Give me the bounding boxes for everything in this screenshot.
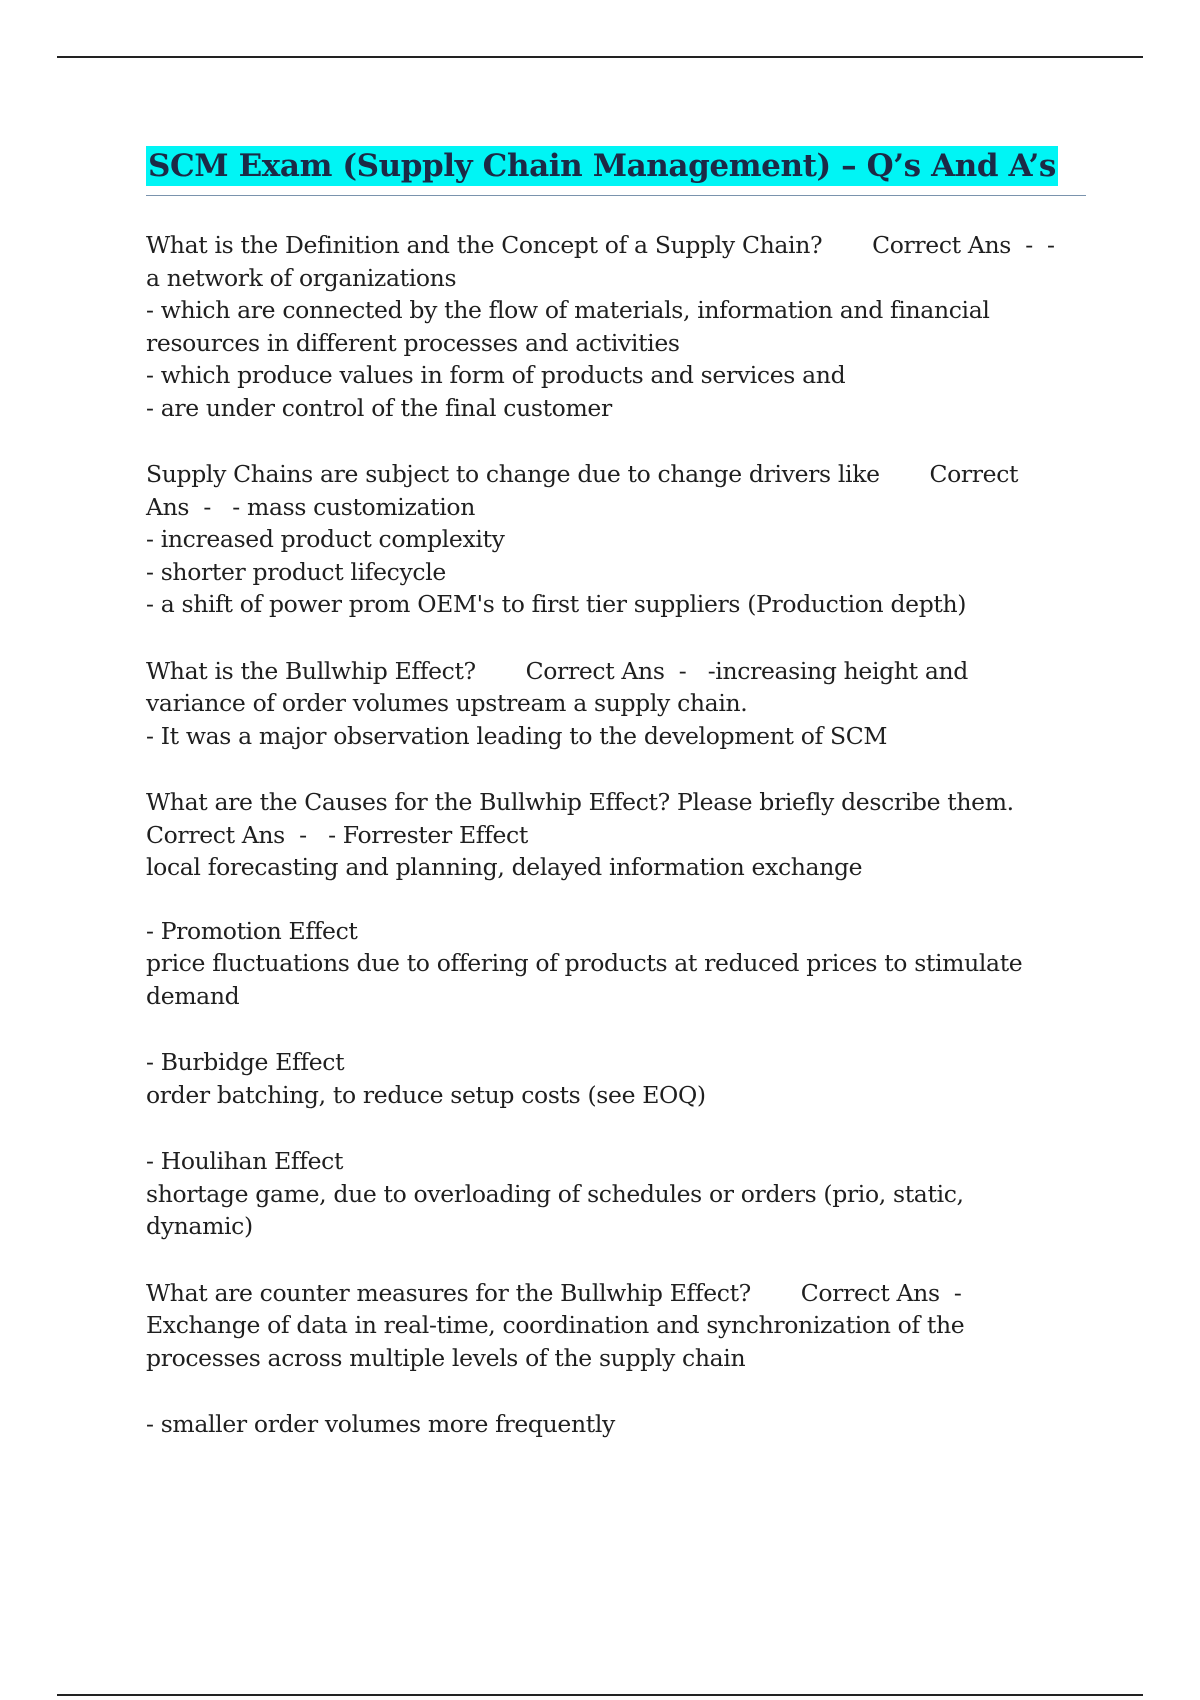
paragraph-gap — [146, 884, 1086, 915]
text-line: dynamic) — [146, 1212, 253, 1240]
cause-burbidge-effect — [146, 1046, 1086, 1111]
header-rule — [57, 56, 1143, 58]
text-line: local forecasting and planning, delayed information exchange — [146, 853, 863, 881]
paragraph-gap — [146, 1374, 1086, 1408]
text-line: What is the Bullwhip Effect? Correct Ans - -increasing height and — [146, 656, 968, 685]
text-line: Exchange of data in real-time, coordination and synchronization of the — [146, 1311, 965, 1339]
text-line: - which produce values in form of products and services and — [146, 361, 846, 389]
document-body — [146, 229, 1086, 1441]
paragraph-gap — [146, 1243, 1086, 1277]
document-title: SCM Exam (Supply Chain Management) – Q’s And A’s — [148, 148, 1056, 184]
text-line: shortage game, due to overloading of schedules or orders (prio, static, — [146, 1179, 964, 1208]
counter-measure-smaller-orders — [146, 1408, 1086, 1441]
text-line: What is the Definition and the Concept of a Supply Chain? Correct Ans - - — [146, 231, 1055, 259]
text-line: resources in different processes and activities — [146, 328, 680, 357]
qa-block-bullwhip-effect — [146, 655, 1086, 753]
paragraph-gap — [146, 1111, 1086, 1145]
title-block — [146, 146, 1086, 196]
paragraph-gap — [146, 621, 1086, 655]
qa-block-change-drivers — [146, 458, 1086, 621]
text-line: price fluctuations due to offering of products at reduced prices to stimulate — [146, 949, 1023, 977]
text-line: - shorter product lifecycle — [146, 557, 446, 586]
text-line: - Promotion Effect — [146, 916, 358, 945]
cause-houlihan-effect — [146, 1145, 1086, 1243]
paragraph-gap — [146, 424, 1086, 458]
text-line: demand — [146, 981, 240, 1010]
text-line: - smaller order volumes more frequently — [146, 1410, 615, 1438]
text-line: Ans - - mass customization — [146, 492, 475, 521]
text-line: Correct Ans - - Forrester Effect — [146, 820, 528, 849]
text-line: a network of organizations — [146, 263, 457, 292]
text-line: - which are connected by the flow of materials, information and financial — [146, 296, 990, 324]
text-line: variance of order volumes upstream a supply chain. — [146, 689, 748, 717]
text-line: order batching, to reduce setup costs (see EOQ) — [146, 1080, 706, 1109]
qa-block-counter-measures — [146, 1277, 1086, 1375]
text-line: - It was a major observation leading to the development of SCM — [146, 721, 888, 750]
text-line: - are under control of the final customer — [146, 393, 612, 422]
qa-block-supply-chain-definition — [146, 229, 1086, 424]
text-line: Supply Chains are subject to change due to change drivers like Correct — [146, 460, 1019, 488]
cause-promotion-effect — [146, 915, 1086, 1013]
text-line: processes across multiple levels of the supply chain — [146, 1343, 746, 1372]
text-line: - Houlihan Effect — [146, 1147, 344, 1175]
text-line: - Burbidge Effect — [146, 1048, 345, 1076]
text-line: What are counter measures for the Bullwhip Effect? Correct Ans - — [146, 1278, 962, 1307]
text-line: - a shift of power prom OEM's to first tier suppliers (Production depth) — [146, 590, 967, 618]
text-line: - increased product complexity — [146, 525, 505, 553]
paragraph-gap — [146, 752, 1086, 786]
qa-block-bullwhip-causes — [146, 786, 1086, 884]
paragraph-gap — [146, 1012, 1086, 1046]
footer-rule — [57, 1694, 1143, 1696]
text-line: What are the Causes for the Bullwhip Effect? Please briefly describe them. — [146, 788, 1014, 816]
